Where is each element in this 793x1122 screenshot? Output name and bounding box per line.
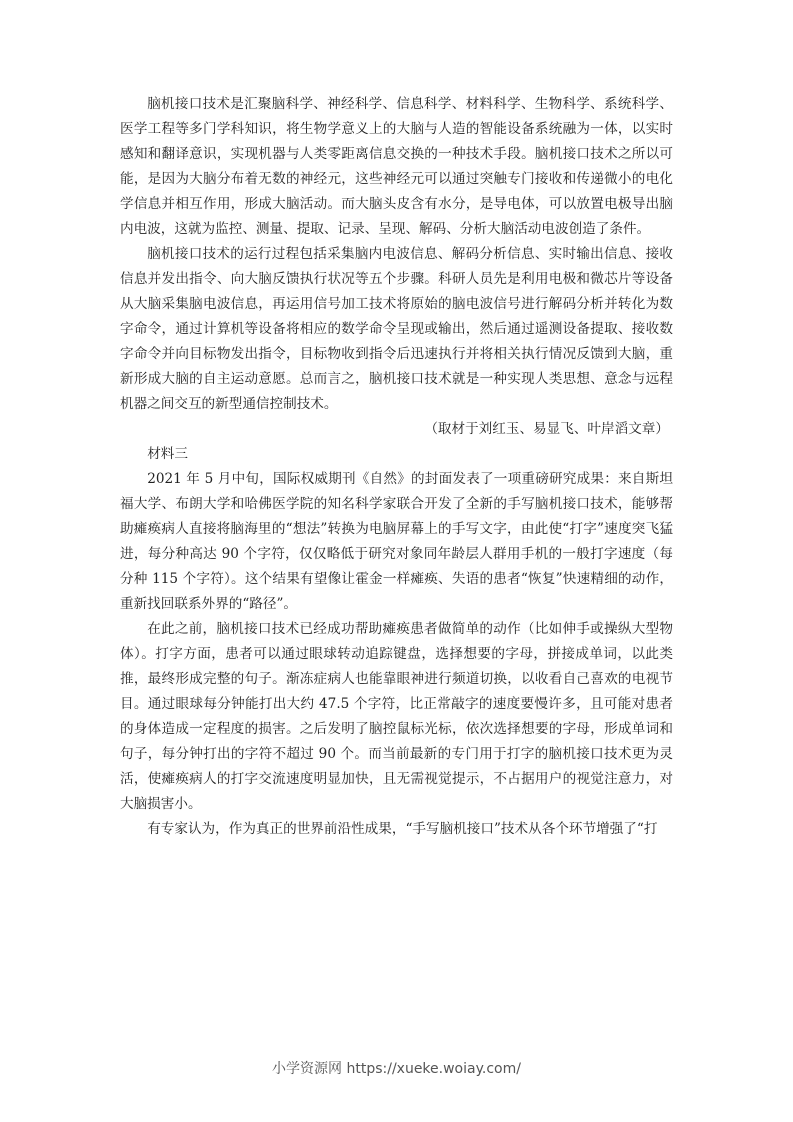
paragraph-bci-process: 脑机接口技术的运行过程包括采集脑内电波信息、解码分析信息、实时输出信息、接收信息并发出指令、向大脑反馈执行状况等五个步骤。科研人员先是利用电极和微芯片等设备从大脑采集脑电波信息，再运用信号加工技术将原始的脑电波信号进行解码分析并转化为数字命令，通过计算机等设备将相应的数学命令呈现或输出，然后通过遥测设备提取、接收数字命令并向目标物发出指令，目标物收到指令后迅速执行并将相关执行情况反馈到大脑，重新形成大脑的自主运动意愿。总而言之，脑机接口技术就是一种实现人类思想、意念与远程机器之间交互的新型通信控制技术。	[120, 246, 673, 412]
watermark-footer: 小学资源网 https://xueke.woiay.com/	[272, 1061, 521, 1077]
section-heading-material3: 材料三	[147, 446, 188, 462]
paragraph-bci-definition: 脑机接口技术是汇聚脑科学、神经科学、信息科学、材料科学、生物科学、系统科学、医学工程等多门学科知识，将生物学意义上的大脑与人造的智能设备系统融为一体，以实时感知和翻译意识，实现机器与人类零距离信息交换的一种技术手段。脑机接口技术之所以可能，是因为大脑分布着无数的神经元，这些神经元可以通过突触专门接收和传递微小的电化学信息并相互作用，形成大脑活动。而大脑头皮含有水分，是导电体，可以放置电极导出脑内电波，这就为监控、测量、提取、记录、呈现、解码、分析大脑活动电波创造了条件。	[120, 96, 673, 237]
document-body	[120, 92, 673, 842]
paragraph-prior-methods: 在此之前，脑机接口技术已经成功帮助瘫痪患者做简单的动作（比如伸手或操纵大型物体）。打字方面，患者可以通过眼球转动追踪键盘，选择想要的字母，拼接成单词，以此类推，最终形成完整的句子。渐冻症病人也能靠眼神进行频道切换，以收看自己喜欢的电视节目。通过眼球每分钟能打出大约 47.5 个字符，比正常敲字的速度要慢许多，且可能对患者的身体造成一定程度的损害。之后发明了脑控鼠标光标，依次选择想要的字母，形成单词和句子，每分钟打出的字符不超过 90 个。而当前最新的专门用于打字的脑机接口技术更为灵活，使瘫痪病人的打字交流速度明显加快，且无需视觉提示，不占据用户的视觉注意力，对大脑损害小。	[120, 621, 673, 812]
paragraph-nature-research: 2021 年 5 月中旬，国际权威期刊《自然》的封面发表了一项重磅研究成果：来自斯坦福大学、布朗大学和哈佛医学院的知名科学家联合开发了全新的手写脑机接口技术，能够帮助瘫痪病人直接将脑海里的“想法”转换为电脑屏幕上的手写文字，由此使“打字”速度突飞猛进，每分种高达 90 个字符，仅仅略低于研究对象同年龄层人群用手机的一般打字速度（每分种 115 个字符）。这个结果有望像让霍金一样瘫痪、失语的患者“恢复”快速精细的动作，重新找回联系外界的“路径”。	[120, 471, 673, 612]
source-citation: （取材于刘红玉、易显飞、叶岸滔文章）	[424, 421, 669, 437]
paragraph-expert-opinion: 有专家认为，作为真正的世界前沿性成果，“手写脑机接口”技术从各个环节增强了“打	[147, 821, 658, 837]
